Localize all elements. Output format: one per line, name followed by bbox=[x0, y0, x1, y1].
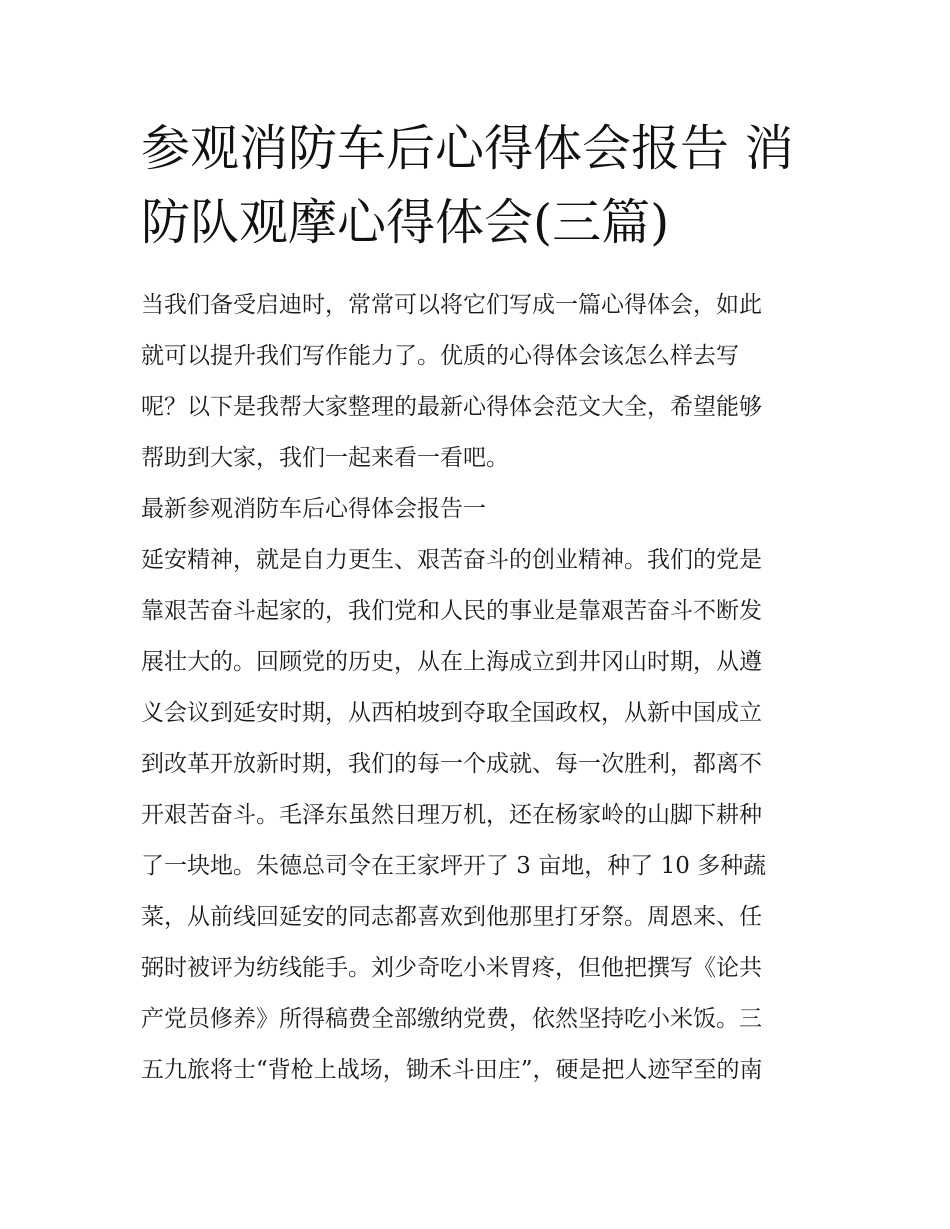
intro-line: 当我们备受启迪时，常常可以将它们写成一篇心得体会，如此 bbox=[141, 292, 762, 318]
section-line: 五九旅将士“背枪上战场，锄禾斗田庄”，硬是把人迹罕至的南 bbox=[141, 1057, 763, 1083]
intro-line: 呢？以下是我帮大家整理的最新心得体会范文大全，希望能够 bbox=[141, 394, 762, 420]
section-line: 菜，从前线回延安的同志都喜欢到他那里打牙祭。周恩来、任 bbox=[141, 904, 762, 930]
section-paragraph bbox=[141, 535, 813, 1096]
section-line: 靠艰苦奋斗起家的，我们党和人民的事业是靠艰苦奋斗不断发 bbox=[141, 598, 762, 624]
section-line: 延安精神，就是自力更生、艰苦奋斗的创业精神。我们的党是 bbox=[141, 547, 762, 573]
document-body bbox=[141, 280, 813, 1096]
section-line: 展壮大的。回顾党的历史，从在上海成立到井冈山时期，从遵 bbox=[141, 649, 762, 675]
section-line: 产党员修养》所得稿费全部缴纳党费，依然坚持吃小米饭。三 bbox=[141, 1006, 762, 1032]
document-page bbox=[141, 112, 813, 1096]
intro-line: 就可以提升我们写作能力了。优质的心得体会该怎么样去写 bbox=[141, 343, 739, 369]
section-line: 开艰苦奋斗。毛泽东虽然日理万机，还在杨家岭的山脚下耕种 bbox=[141, 802, 762, 828]
section-line: 义会议到延安时期，从西柏坡到夺取全国政权，从新中国成立 bbox=[141, 700, 762, 726]
title-line-1: 参观消防车后心得体会报告 消 bbox=[141, 120, 794, 177]
section-line: 了一块地。朱德总司令在王家坪开了 3 亩地，种了 10 多种蔬 bbox=[141, 853, 767, 879]
section-line: 到改革开放新时期，我们的每一个成就、每一次胜利，都离不 bbox=[141, 751, 762, 777]
section-line: 弼时被评为纺线能手。刘少奇吃小米胃疼，但他把撰写《论共 bbox=[141, 955, 762, 981]
document-title bbox=[141, 112, 813, 260]
intro-line: 帮助到大家，我们一起来看一看吧。 bbox=[141, 445, 509, 471]
intro-paragraph bbox=[141, 280, 813, 484]
section-heading: 最新参观消防车后心得体会报告一 bbox=[141, 496, 486, 522]
title-line-2: 防队观摩心得体会(三篇) bbox=[141, 194, 670, 251]
